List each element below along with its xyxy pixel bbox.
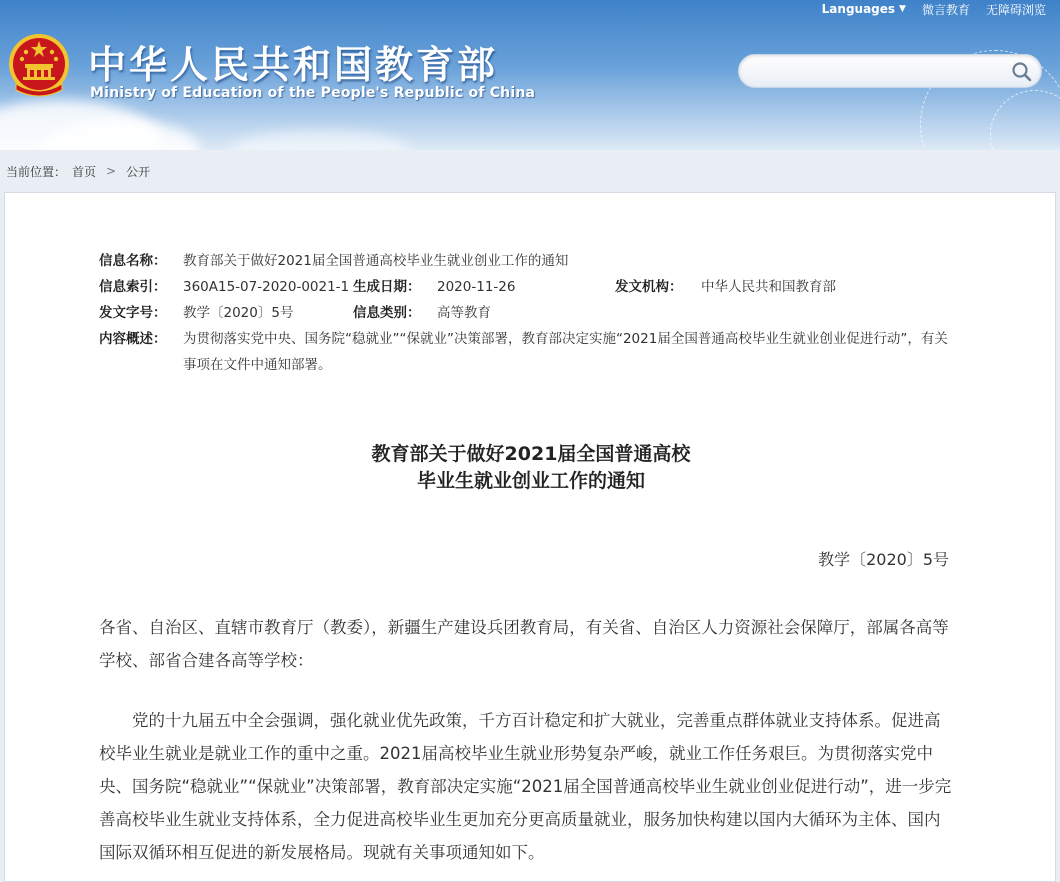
languages-label: Languages — [821, 2, 896, 16]
meta-org-value: 中华人民共和国教育部 — [701, 279, 836, 295]
national-emblem-icon[interactable] — [6, 32, 72, 100]
search-input[interactable] — [755, 61, 1005, 81]
breadcrumb — [6, 163, 150, 179]
document-body — [99, 611, 955, 882]
meta-row-index — [99, 274, 959, 300]
meta-index-value: 360A15-07-2020-0021-1 — [183, 279, 350, 295]
meta-name-label: 信息名称： — [99, 253, 167, 269]
breadcrumb-separator-icon: > — [106, 164, 117, 178]
meta-org-label: 发文机构： — [615, 279, 683, 295]
site-subtitle: Ministry of Education of the People's Republic of China — [90, 85, 536, 101]
document-addressee: 各省、自治区、直辖市教育厅（教委），新疆生产建设兵团教育局，有关省、自治区人力资源社会保障厅，部属各高等学校、部省合建各高等学校： — [99, 618, 949, 670]
breadcrumb-home-link[interactable]: 首页 — [72, 164, 97, 179]
breadcrumb-public-link[interactable]: 公开 — [126, 164, 151, 179]
meta-row-summary — [99, 326, 959, 378]
document-number: 教学〔2020〕5号 — [818, 550, 949, 569]
weibo-link[interactable]: 微言教育 — [921, 2, 970, 17]
info-metadata — [99, 248, 959, 378]
meta-docno-label: 发文字号： — [99, 305, 167, 321]
chevron-down-icon: ▼ — [899, 4, 906, 14]
document-paragraph: 党的十九届五中全会强调，强化就业优先政策，千方百计稳定和扩大就业，完善重点群体就业支持体系。促进高校毕业生就业是就业工作的重中之重。2021届高校毕业生就业形势复杂严峻，就业工作任务艰巨。为贯彻落实党中央、国务院“稳就业”“保就业”决策部署，教育部决定实施“2021届全国普通高校毕业生就业创业促进行动”，进一步完善高校毕业生就业支持体系，全力促进高校毕业生更加充分更高质量就业，服务加快构建以国内大循环为主体、国内国际双循环相互促进的新发展格局。现就有关事项通知如下。 — [99, 711, 952, 862]
meta-date-label: 生成日期： — [353, 279, 421, 295]
meta-index-label: 信息索引： — [99, 279, 167, 295]
meta-name-value: 教育部关于做好2021届全国普通高校毕业生就业创业工作的通知 — [183, 253, 569, 269]
accessibility-link[interactable]: 无障碍浏览 — [985, 2, 1046, 17]
content-panel — [4, 192, 1056, 882]
breadcrumb-prefix: 当前位置： — [6, 164, 67, 179]
top-utility-bar — [822, 0, 1046, 18]
meta-summary-label: 内容概述： — [99, 331, 167, 347]
meta-row-name — [99, 248, 959, 274]
document-title-line2: 毕业生就业创业工作的通知 — [416, 470, 645, 492]
meta-summary-value: 为贯彻落实党中央、国务院“稳就业”“保就业”决策部署，教育部决定实施“2021届全国普通高校毕业生就业创业促进行动”，有关事项在文件中通知部署。 — [183, 331, 948, 373]
document-title-line1: 教育部关于做好2021届全国普通高校 — [371, 443, 691, 465]
meta-category-value: 高等教育 — [437, 305, 491, 321]
meta-row-docno — [99, 300, 959, 326]
meta-category-label: 信息类别： — [353, 305, 421, 321]
search-icon[interactable] — [1011, 61, 1033, 83]
meta-date-value: 2020-11-26 — [437, 279, 516, 295]
site-title[interactable]: 中华人民共和国教育部 — [88, 43, 499, 87]
document-title — [5, 441, 1057, 495]
languages-menu[interactable] — [822, 2, 906, 16]
search-box — [738, 54, 1042, 88]
site-header — [0, 0, 1060, 150]
meta-docno-value: 教学〔2020〕5号 — [183, 305, 294, 321]
